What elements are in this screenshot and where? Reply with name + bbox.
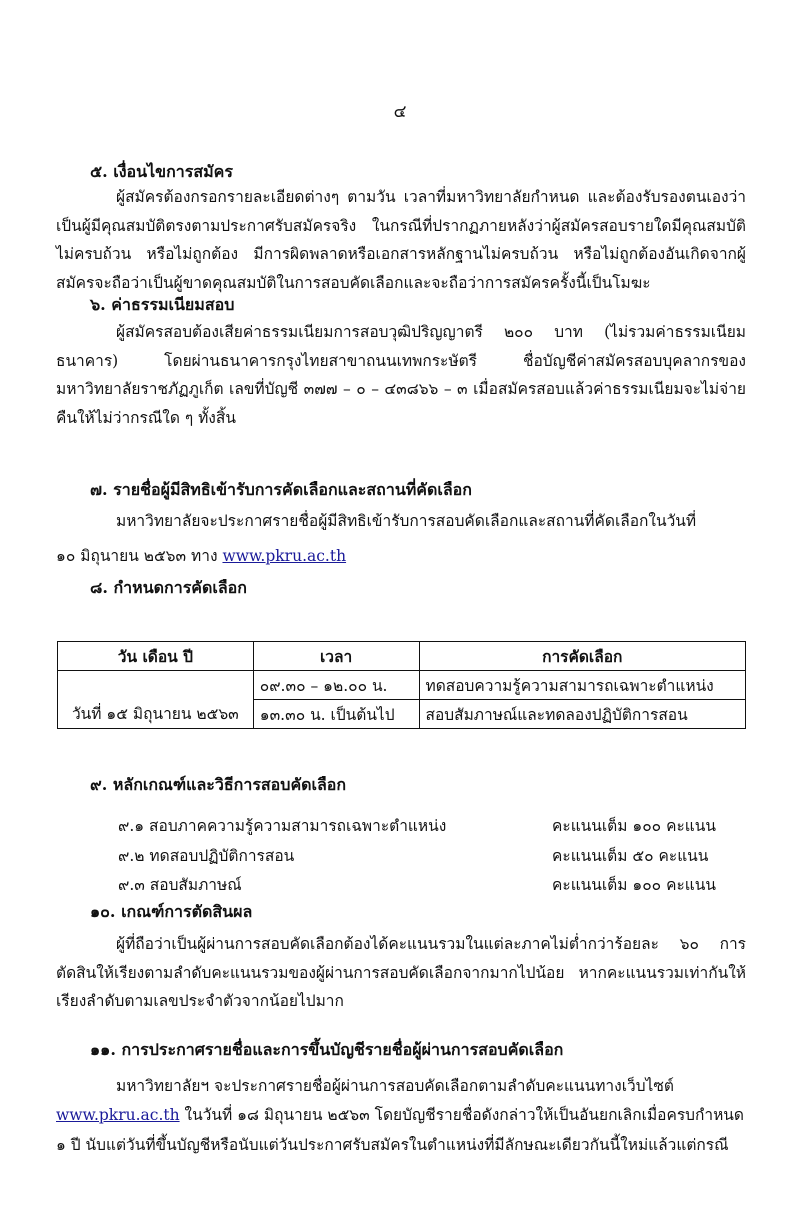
section-10-body — [56, 930, 746, 1016]
section-11-heading: ๑๑. การประกาศรายชื่อและการขึ้นบัญชีรายชื่อผู้ผ่านการสอบคัดเลือก — [90, 1040, 564, 1059]
header-time: เวลา — [253, 642, 419, 671]
website-link[interactable]: www.pkru.ac.th — [222, 547, 347, 565]
selection-schedule-table — [57, 641, 746, 729]
criterion-score: คะแนนเต็ม ๑๐๐ คะแนน — [552, 876, 716, 894]
section-9-heading: ๙. หลักเกณฑ์และวิธีการสอบคัดเลือก — [90, 775, 347, 794]
schedule-time: ๑๓.๓๐ น. เป็นต้นไป — [253, 700, 419, 729]
schedule-activity: ทดสอบความรู้ความสามารถเฉพาะตำแหน่ง — [419, 671, 746, 700]
section-6-body — [56, 318, 746, 432]
table-header-row — [58, 642, 746, 671]
section-7-date-text: ๑๐ มิถุนายน ๒๕๖๓ ทาง — [56, 547, 223, 565]
schedule-activity: สอบสัมภาษณ์และทดลองปฏิบัติการสอน — [419, 700, 746, 729]
criterion-label: ๙.๑ สอบภาคความรู้ความสามารถเฉพาะตำแหน่ง — [118, 817, 447, 835]
section-11-line-1: มหาวิทยาลัยฯ จะประกาศรายชื่อผู้ผ่านการสอบคัดเลือกตามลำดับคะแนนทางเว็บไซต์ — [116, 1077, 674, 1095]
section-11-announce-text: ในวันที่ ๑๘ มิถุนายน ๒๕๖๓ โดยบัญชีรายชื่อดังกล่าวให้เป็นอันยกเลิกเมื่อครบกำหนด — [179, 1106, 744, 1124]
section-7-heading: ๗. รายชื่อผู้มีสิทธิเข้ารับการคัดเลือกและสถานที่คัดเลือก — [90, 480, 472, 499]
section-11-line-3: ๑ ปี นับแต่วันที่ขึ้นบัญชีหรือนับแต่วันประกาศรับสมัครในตำแหน่งที่มีลักษณะเดียวกันนี้ใหม่แล้วแต่กรณี — [56, 1136, 729, 1154]
header-date: วัน เดือน ปี — [58, 642, 254, 671]
criterion-score: คะแนนเต็ม ๑๐๐ คะแนน — [552, 817, 716, 835]
header-selection: การคัดเลือก — [419, 642, 746, 671]
section-11-line-2 — [56, 1102, 744, 1127]
section-7-line-2 — [56, 543, 346, 568]
section-8-heading: ๘. กำหนดการคัดเลือก — [90, 578, 247, 597]
schedule-date: วันที่ ๑๕ มิถุนายน ๒๕๖๓ — [58, 671, 254, 729]
section-10-text: ผู้ที่ถือว่าเป็นผู้ผ่านการสอบคัดเลือกต้องได้คะแนนรวมในแต่ละภาคไม่ต่ำกว่าร้อยละ ๖๐ การตัดสินให้เรียงตามลำดับคะแนนรวมของผู้ผ่านการสอบคัดเลือกจากมากไปน้อย หากคะแนนรวมเท่ากันให้เรียงลำดับตามเลขประจำตัวจากน้อยไปมาก — [56, 935, 746, 1011]
section-6-text: ผู้สมัครสอบต้องเสียค่าธรรมเนียมการสอบวุฒิปริญญาตรี ๒๐๐ บาท (ไม่รวมค่าธรรมเนียมธนาคาร) โดยผ่านธนาคารกรุงไทยสาขาถนนเทพกระษัตรี ชื่อบัญชีค่าสมัครสอบบุคลากรของมหาวิทยาลัยราชภัฏภูเก็ต เลขที่บัญชี ๓๗๗ – ๐ – ๔๓๘๖๖ – ๓ เมื่อสมัครสอบแล้วค่าธรรมเนียมจะไม่จ่ายคืนให้ไม่ว่ากรณีใด ๆ ทั้งสิ้น — [56, 323, 746, 427]
section-6-heading: ๖. ค่าธรรมเนียมสอบ — [90, 295, 235, 314]
section-5-heading: ๕. เงื่อนไขการสมัคร — [90, 162, 233, 181]
section-5-body — [56, 183, 746, 297]
criterion-label: ๙.๓ สอบสัมภาษณ์ — [118, 876, 242, 894]
website-link[interactable]: www.pkru.ac.th — [56, 1106, 180, 1124]
table-row — [58, 671, 746, 700]
criterion-label: ๙.๒ ทดสอบปฏิบัติการสอน — [118, 847, 295, 865]
schedule-time: ๐๙.๓๐ – ๑๒.๐๐ น. — [253, 671, 419, 700]
section-7-line-1: มหาวิทยาลัยจะประกาศรายชื่อผู้มีสิทธิเข้ารับการสอบคัดเลือกและสถานที่คัดเลือกในวันที่ — [116, 512, 697, 530]
criterion-score: คะแนนเต็ม ๕๐ คะแนน — [552, 847, 709, 865]
section-10-heading: ๑๐. เกณฑ์การตัดสินผล — [90, 902, 253, 921]
section-5-text: ผู้สมัครต้องกรอกรายละเอียดต่างๆ ตามวัน เวลาที่มหาวิทยาลัยกำหนด และต้องรับรองตนเองว่าเป็นผู้มีคุณสมบัติตรงตามประกาศรับสมัครจริง ในกรณีที่ปรากฏภายหลังว่าผู้สมัครสอบรายใดมีคุณสมบัติไม่ครบถ้วน หรือไม่ถูกต้อง มีการผิดพลาดหรือเอกสารหลักฐานไม่ครบถ้วน หรือไม่ถูกต้องอันเกิดจากผู้สมัครจะถือว่าเป็นผู้ขาดคุณสมบัติในการสอบคัดเลือกและจะถือว่าการสมัครครั้งนี้เป็นโมฆะ — [56, 188, 746, 292]
page-number: ๔ — [393, 102, 407, 122]
